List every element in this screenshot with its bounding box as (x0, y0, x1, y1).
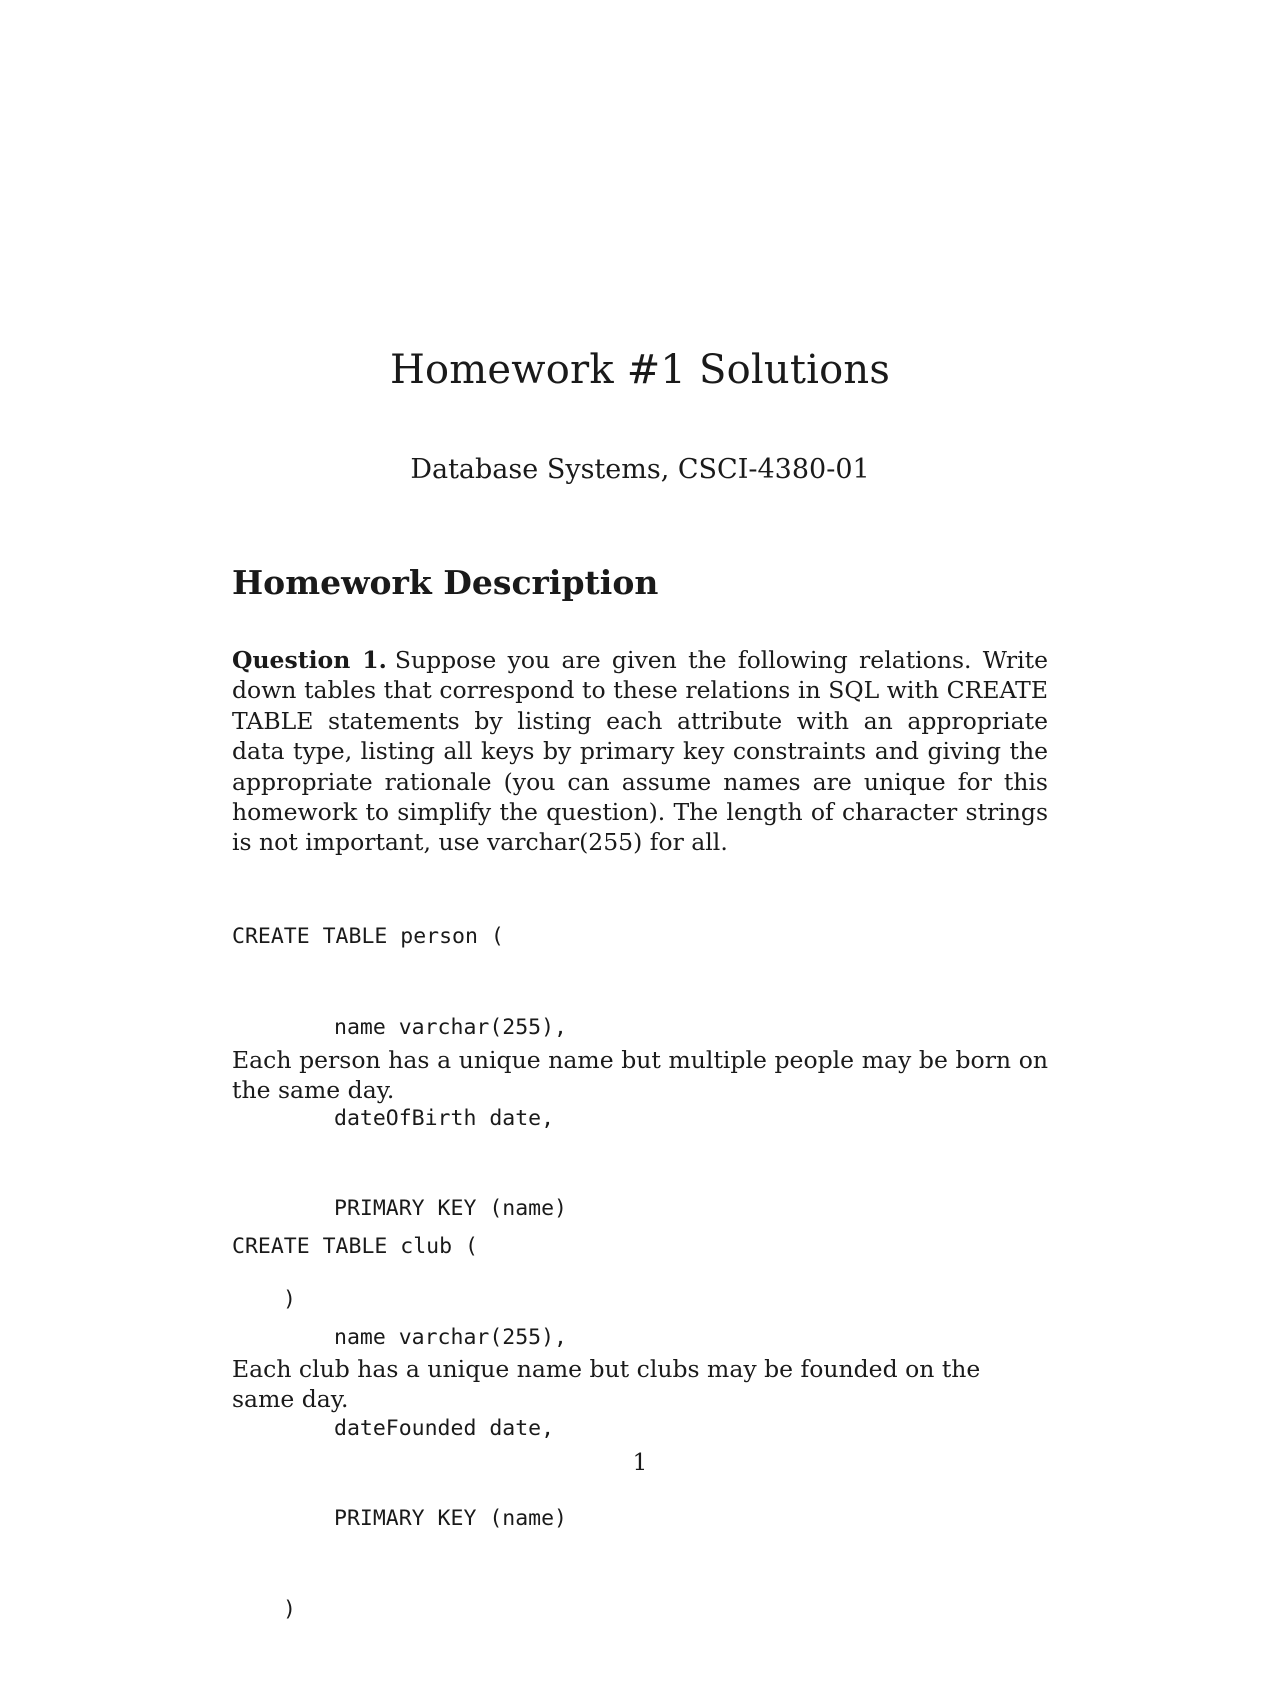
person-rationale-paragraph: Each person has a unique name but multiple people may be born on the same day. (232, 1046, 1048, 1105)
club-rationale-paragraph: Each club has a unique name but clubs may be founded on the same day. (232, 1355, 981, 1414)
question-1-paragraph (232, 645, 1048, 858)
question-1-label: Question 1. (232, 646, 387, 674)
code-line: PRIMARY KEY (name) (334, 1196, 567, 1222)
code-line: name varchar(255), (334, 1325, 567, 1350)
course-subtitle: Database Systems, CSCI-4380-01 (410, 454, 870, 485)
code-line: dateOfBirth date, (334, 1105, 555, 1131)
page-number: 1 (632, 1450, 648, 1476)
section-heading: Homework Description (232, 563, 659, 602)
code-line: name varchar(255), (334, 1015, 567, 1040)
code-line: ) (283, 1286, 296, 1312)
code-line: dateFounded date, (334, 1415, 555, 1441)
code-line: PRIMARY KEY (name) (334, 1506, 567, 1532)
code-line: CREATE TABLE club ( (232, 1234, 478, 1260)
question-1-text: Suppose you are given the following relations. Write down tables that correspond to these relations in SQL with CREATE TABLE statements by listing each attribute with an appropriate data type, listing all keys by primary key constraints and giving the appropriate rationale (you can assume names are unique for this homework to simplify the question). The length of character strings is not important, use varchar(255) for all. (232, 646, 1048, 857)
code-line: ) (283, 1596, 296, 1622)
code-block-club (232, 1172, 567, 1685)
code-line: CREATE TABLE person ( (232, 924, 504, 950)
document-title: Homework #1 Solutions (389, 347, 891, 393)
